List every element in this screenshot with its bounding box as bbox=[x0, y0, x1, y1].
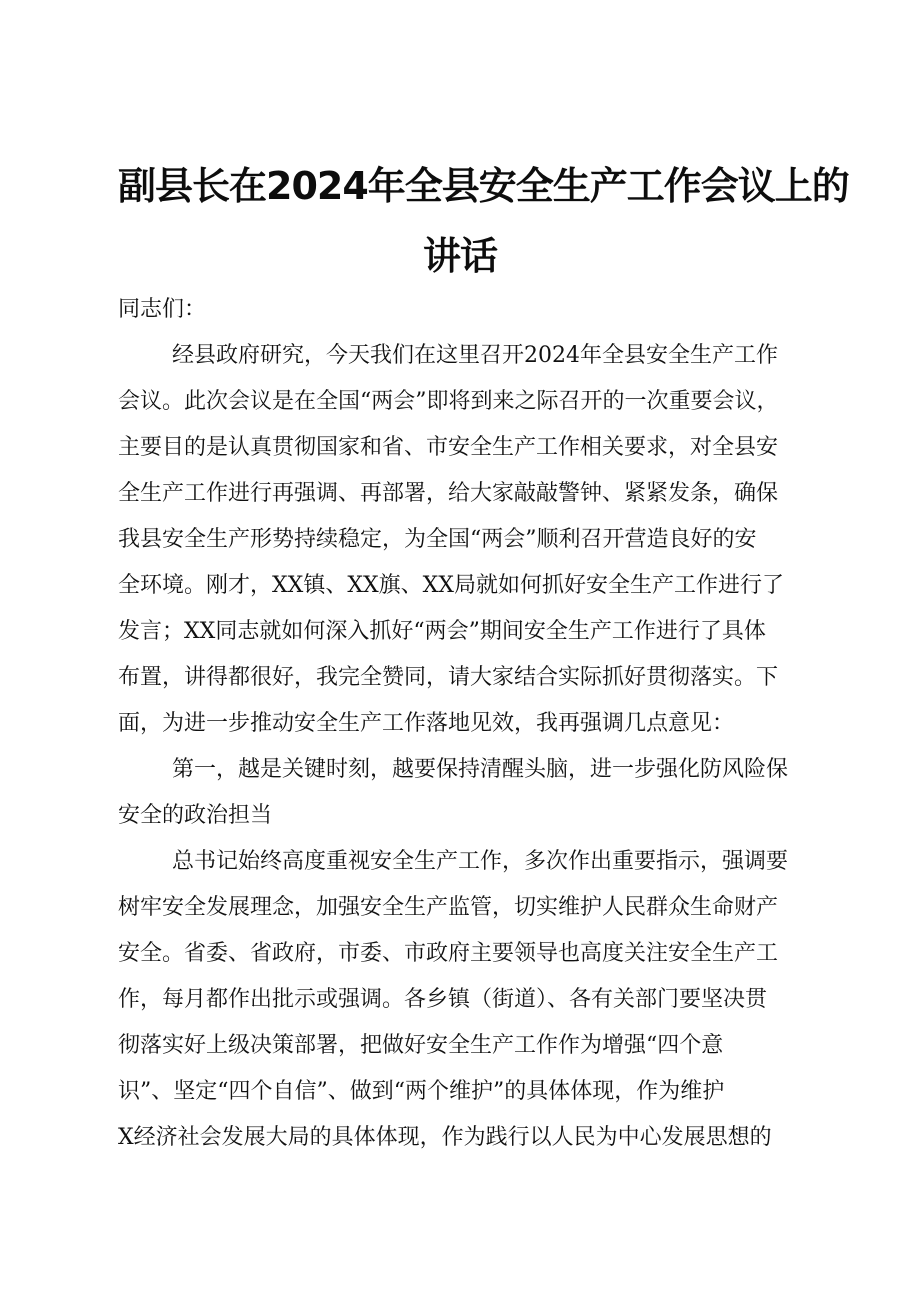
section-heading-line: 安全的政治担当 bbox=[118, 803, 273, 828]
body-line: 面，为进一步推动安全生产工作落地见效，我再强调几点意见： bbox=[118, 711, 735, 736]
document-title-line-1: 副县长在2024年全县安全生产工作会议上的 bbox=[118, 164, 849, 208]
body-line: 全生产工作进行再强调、再部署，给大家敲敲警钟、紧紧发条，确保 bbox=[118, 481, 779, 506]
body-line: 彻落实好上级决策部署，把做好安全生产工作作为增强“四个意 bbox=[118, 1033, 724, 1058]
body-line: 树牢安全发展理念，加强安全生产监管，切实维护人民群众生命财产 bbox=[118, 895, 779, 920]
body-line: 主要目的是认真贯彻国家和省、市安全生产工作相关要求，对全县安 bbox=[118, 435, 779, 460]
document-body bbox=[118, 287, 818, 1161]
section-heading-line: 第一，越是关键时刻，越要保持清醒头脑，进一步强化防风险保 bbox=[172, 757, 789, 782]
body-line: 会议。此次会议是在全国“两会”即将到来之际召开的一次重要会议， bbox=[118, 389, 779, 414]
body-line: 总书记始终高度重视安全生产工作，多次作出重要指示，强调要 bbox=[172, 849, 789, 874]
salutation: 同志们： bbox=[118, 297, 207, 322]
body-line: 经县政府研究，今天我们在这里召开2024年全县安全生产工作 bbox=[172, 343, 778, 368]
document-title-line-2: 讲话 bbox=[422, 234, 497, 278]
body-line: 发言；XX同志就如何深入抓好“两会”期间安全生产工作进行了具体 bbox=[118, 619, 766, 644]
body-line: X经济社会发展大局的具体体现，作为践行以人民为中心发展思想的 bbox=[118, 1125, 772, 1150]
body-line: 全环境。刚才，XX镇、XX旗、XX局就如何抓好安全生产工作进行了 bbox=[118, 573, 784, 598]
body-line: 作，每月都作出批示或强调。各乡镇（街道）、各有关部门要坚决贯 bbox=[118, 987, 768, 1012]
body-line: 识”、坚定“四个自信”、做到“两个维护”的具体体现，作为维护 bbox=[118, 1079, 725, 1104]
body-line: 布置，讲得都很好，我完全赞同，请大家结合实际抓好贯彻落实。下 bbox=[118, 665, 779, 690]
body-line: 安全。省委、省政府，市委、市政府主要领导也高度关注安全生产工 bbox=[118, 941, 779, 966]
body-line: 我县安全生产形势持续稳定，为全国“两会”顺利召开营造良好的安 bbox=[118, 527, 757, 552]
